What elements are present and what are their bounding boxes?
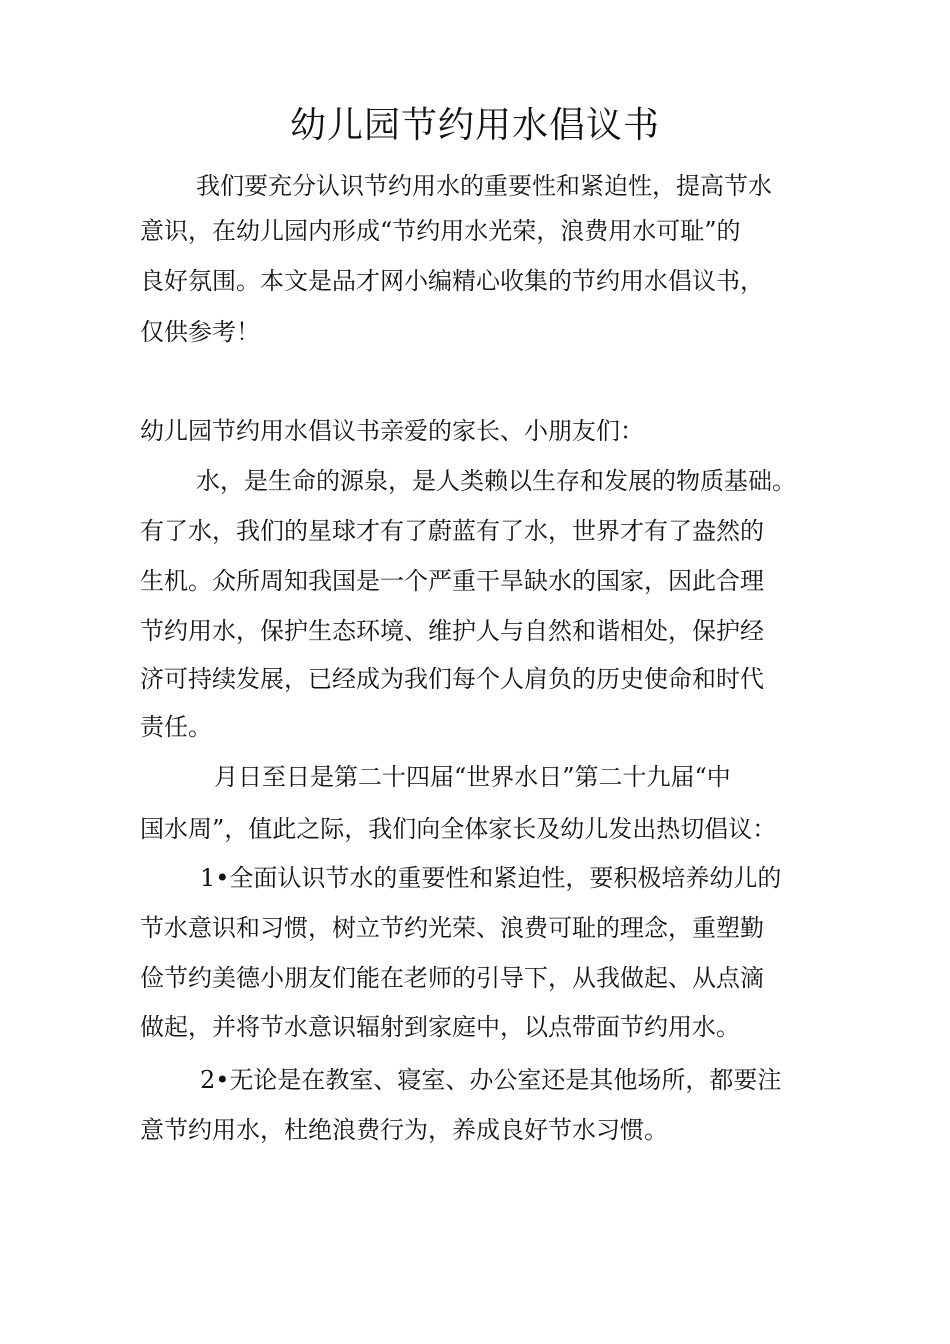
item1-line-3: 俭节约美德小朋友们能在老师的引导下，从我做起、从点滴 (140, 964, 764, 992)
intro-line-1: 我们要充分认识节约用水的重要性和紧迫性，提高节水 (196, 172, 772, 200)
document-title: 幼儿园节约用水倡议书 (289, 105, 660, 146)
intro-line-4: 仅供参考！ (140, 318, 260, 346)
para1-line-1: 水，是生命的源泉，是人类赖以生存和发展的物质基础。 (196, 467, 796, 495)
para1-line-6: 责任。 (140, 713, 212, 741)
para1-line-2: 有了水，我们的星球才有了蔚蓝有了水，世界才有了盎然的 (140, 517, 764, 545)
item1-line-2: 节水意识和习惯，树立节约光荣、浪费可耻的理念，重塑勤 (140, 914, 764, 942)
intro-line-2: 意识，在幼儿园内形成“节约用水光荣，浪费用水可耻”的 (140, 217, 741, 245)
para2-line-2: 国水周”，值此之际，我们向全体家长及幼儿发出热切倡议： (140, 815, 777, 843)
para1-line-5: 济可持续发展，已经成为我们每个人肩负的历史使命和时代 (140, 665, 764, 693)
item1-line-1: 1•全面认识节水的重要性和紧迫性，要积极培养幼儿的 (200, 864, 782, 892)
para1-line-3: 生机。众所周知我国是一个严重干旱缺水的国家，因此合理 (140, 567, 764, 595)
item1-line-4: 做起，并将节水意识辐射到家庭中，以点带面节约用水。 (140, 1013, 740, 1041)
para2-line-1: 月日至日是第二十四届“世界水日”第二十九届“中 (214, 763, 731, 791)
salutation: 幼儿园节约用水倡议书亲爱的家长、小朋友们： (140, 417, 644, 445)
para1-line-4: 节约用水，保护生态环境、维护人与自然和谐相处，保护经 (140, 617, 764, 645)
intro-line-3: 良好氛围。本文是品才网小编精心收集的节约用水倡议书， (140, 267, 764, 295)
item2-line-2: 意节约用水，杜绝浪费行为，养成良好节水习惯。 (140, 1116, 668, 1144)
item2-line-1: 2•无论是在教室、寝室、办公室还是其他场所，都要注 (200, 1066, 782, 1094)
